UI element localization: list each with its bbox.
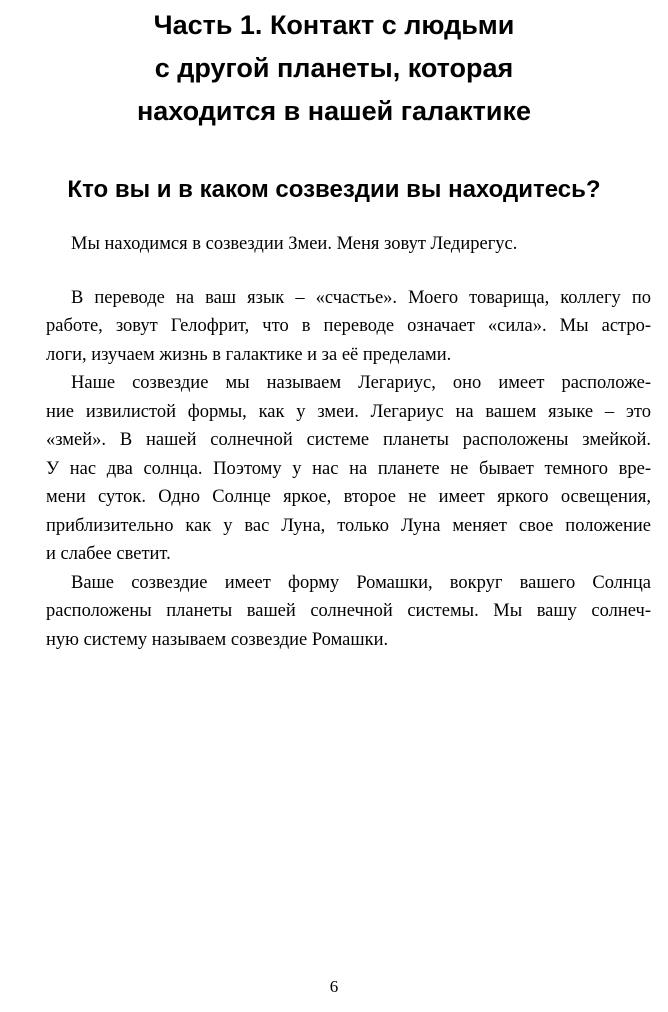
text-line: «змей». В нашей солнечной системе планеты расположены змейкой.: [46, 430, 651, 450]
chapter-title-line: Часть 1. Контакт с людьми: [153, 10, 515, 40]
text-line: работе, зовут Гелофрит, что в переводе означает «сила». Мы астро-: [46, 316, 651, 336]
text-line: и слабее светит.: [46, 544, 171, 564]
text-line: ние извилистой формы, как у змеи. Легариус на вашем языке – это: [46, 401, 651, 422]
chapter-title-line: с другой планеты, которая: [154, 53, 514, 83]
text-line: логи, изучаем жизнь в галактике и за её пределами.: [46, 344, 452, 365]
text-line: В переводе на ваш язык – «счастье». Моего товарища, коллегу по: [71, 287, 651, 308]
text-line: У нас два солнца. Поэтому у нас на планете не бывает темного вре-: [46, 458, 651, 479]
text-line: приблизительно как у вас Луна, только Луна меняет свое положение: [46, 515, 651, 536]
text-line: Ваше созвездие имеет форму Ромашки, вокруг вашего Солнца: [71, 572, 651, 593]
text-line: Мы находимся в созвездии Змеи. Меня зовут Ледирегус.: [71, 234, 518, 254]
paragraph: [21, 569, 651, 655]
body-text: [21, 230, 651, 654]
paragraph: [21, 369, 651, 569]
text-line: ную систему называем созвездие Ромашки.: [46, 629, 389, 650]
text-line: расположены планеты вашей солнечной системы. Мы вашу солнеч-: [46, 601, 651, 621]
text-line: Наше созвездие мы называем Легариус, оно имеет расположе-: [71, 373, 651, 393]
text-line: мени суток. Одно Солнце яркое, второе не имеет яркого освещения,: [46, 487, 651, 507]
chapter-title: [20, 4, 648, 133]
paragraph: [21, 284, 651, 370]
paragraph: [21, 230, 651, 259]
section-heading: Кто вы и в каком созвездии вы находитесь?: [67, 176, 601, 203]
chapter-title-line: находится в нашей галактике: [136, 96, 532, 126]
page-number: 6: [329, 977, 339, 996]
